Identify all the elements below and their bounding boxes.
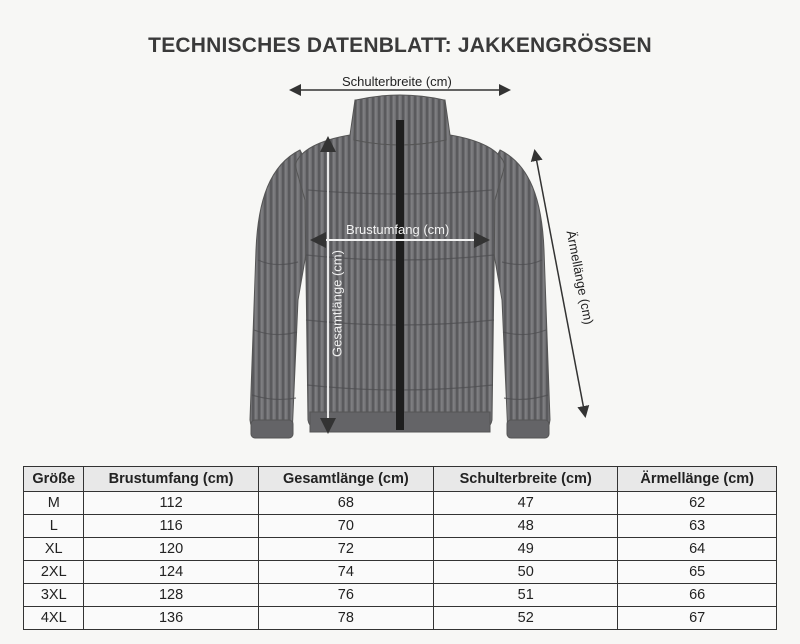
table-cell: 67 xyxy=(618,607,777,630)
header-length: Gesamtlänge (cm) xyxy=(258,467,433,492)
shoulder-label: Schulterbreite (cm) xyxy=(342,74,452,89)
chest-label: Brustumfang (cm) xyxy=(346,222,450,237)
table-cell: 47 xyxy=(434,492,618,515)
table-cell: XL xyxy=(24,538,84,561)
table-cell: 136 xyxy=(84,607,258,630)
table-row xyxy=(24,584,777,607)
table-cell: 78 xyxy=(258,607,433,630)
table-cell: 112 xyxy=(84,492,258,515)
page-title: TECHNISCHES DATENBLATT: JAKKENGRÖSSEN xyxy=(148,34,652,57)
table-cell: 116 xyxy=(84,515,258,538)
table-row xyxy=(24,561,777,584)
length-label: Gesamtlänge (cm) xyxy=(329,250,345,357)
header-shoulder: Schulterbreite (cm) xyxy=(434,467,618,492)
table-cell: 4XL xyxy=(24,607,84,630)
header-chest: Brustumfang (cm) xyxy=(84,467,258,492)
table-cell: 52 xyxy=(434,607,618,630)
table-cell: 2XL xyxy=(24,561,84,584)
table-cell: M xyxy=(24,492,84,515)
table-cell: 50 xyxy=(434,561,618,584)
table-row xyxy=(24,492,777,515)
table-cell: 68 xyxy=(258,492,433,515)
header-size: Größe xyxy=(24,467,84,492)
table-cell: 51 xyxy=(434,584,618,607)
table-cell: 64 xyxy=(618,538,777,561)
size-table xyxy=(23,466,777,630)
table-cell: 65 xyxy=(618,561,777,584)
table-cell: 72 xyxy=(258,538,433,561)
table-cell: 76 xyxy=(258,584,433,607)
table-row xyxy=(24,607,777,630)
table-cell: 49 xyxy=(434,538,618,561)
table-cell: 128 xyxy=(84,584,258,607)
header-sleeve: Ärmellänge (cm) xyxy=(618,467,777,492)
table-cell: 66 xyxy=(618,584,777,607)
jacket-svg xyxy=(0,70,800,450)
zipper xyxy=(396,120,404,430)
table-cell: L xyxy=(24,515,84,538)
table-row xyxy=(24,515,777,538)
table-row xyxy=(24,538,777,561)
jacket-illustration xyxy=(0,70,800,450)
table-cell: 74 xyxy=(258,561,433,584)
table-cell: 48 xyxy=(434,515,618,538)
table-cell: 62 xyxy=(618,492,777,515)
table-cell: 124 xyxy=(84,561,258,584)
table-header-row xyxy=(24,467,777,492)
sleeve-label: Ärmellänge (cm) xyxy=(563,229,597,326)
table-cell: 3XL xyxy=(24,584,84,607)
table-cell: 63 xyxy=(618,515,777,538)
table-cell: 120 xyxy=(84,538,258,561)
table-cell: 70 xyxy=(258,515,433,538)
